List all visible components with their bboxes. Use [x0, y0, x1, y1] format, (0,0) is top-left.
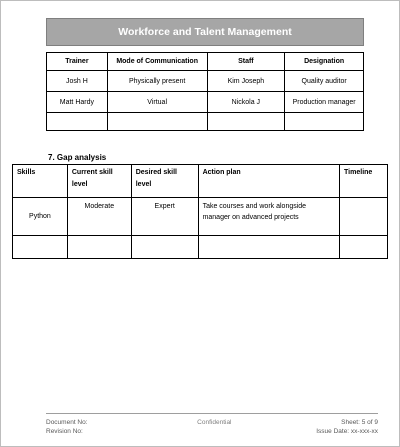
cell-mode: Physically present [107, 71, 207, 92]
cell-current-level [67, 236, 131, 259]
header-timeline: Timeline [340, 165, 388, 198]
cell-designation: Production manager [285, 92, 364, 113]
table-header-row [13, 165, 388, 198]
header-desired-skill-level: Desired skill level [131, 165, 198, 198]
page-footer [46, 413, 378, 435]
table-row [47, 92, 364, 113]
cell-trainer: Matt Hardy [47, 92, 108, 113]
confidential-label: Confidential [197, 419, 232, 426]
cell-mode [107, 113, 207, 131]
cell-staff: Nickola J [207, 92, 285, 113]
header-mode-of-communication: Mode of Communication [107, 53, 207, 71]
header-skills: Skills [13, 165, 68, 198]
gap-analysis-table [12, 164, 388, 259]
training-table [46, 52, 364, 131]
cell-timeline [340, 236, 388, 259]
header-action-plan: Action plan [198, 165, 339, 198]
table-header-row [47, 53, 364, 71]
cell-designation [285, 113, 364, 131]
cell-skill [13, 236, 68, 259]
header-trainer: Trainer [47, 53, 108, 71]
cell-staff [207, 113, 285, 131]
revision-number-label: Revision No: [46, 428, 83, 435]
header-current-skill-level: Current skill level [67, 165, 131, 198]
table-row [47, 113, 364, 131]
cell-trainer [47, 113, 108, 131]
header-staff: Staff [207, 53, 285, 71]
cell-skill: Python [13, 198, 68, 236]
cell-trainer: Josh H [47, 71, 108, 92]
cell-mode: Virtual [107, 92, 207, 113]
table-row [47, 71, 364, 92]
cell-designation: Quality auditor [285, 71, 364, 92]
gap-analysis-heading: 7. Gap analysis [48, 153, 107, 162]
document-number-label: Document No: [46, 419, 88, 426]
header-designation: Designation [285, 53, 364, 71]
cell-staff: Kim Joseph [207, 71, 285, 92]
table-row [13, 236, 388, 259]
cell-desired-level [131, 236, 198, 259]
cell-timeline [340, 198, 388, 236]
sheet-number: Sheet: 5 of 9 [341, 419, 378, 426]
cell-action-plan: Take courses and work alongside manager on advanced projects [198, 198, 339, 236]
cell-current-level: Moderate [67, 198, 131, 236]
table-row [13, 198, 388, 236]
section-banner [46, 18, 364, 46]
issue-date: Issue Date: xx-xxx-xx [316, 428, 378, 435]
banner-title: Workforce and Talent Management [118, 26, 292, 38]
cell-action-plan [198, 236, 339, 259]
cell-desired-level: Expert [131, 198, 198, 236]
